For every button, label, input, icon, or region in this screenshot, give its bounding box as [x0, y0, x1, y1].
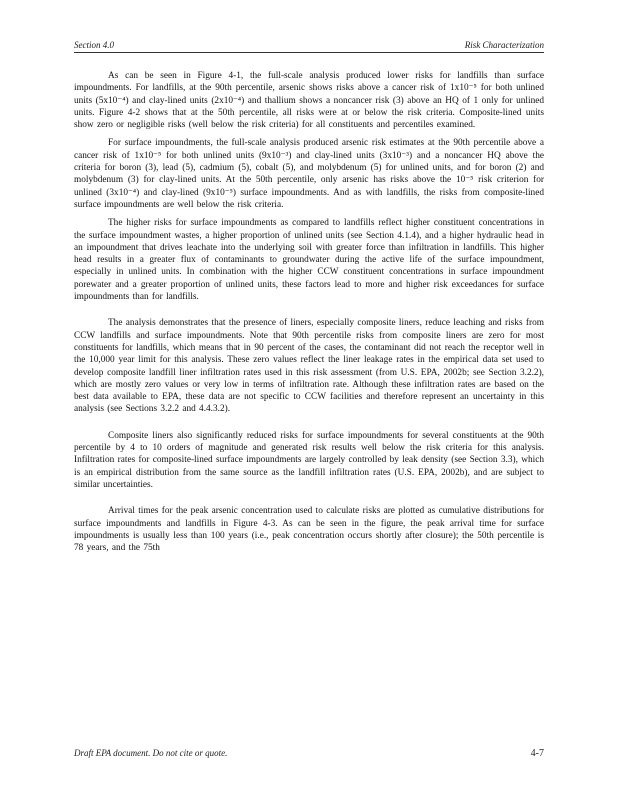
header-rule	[74, 52, 544, 53]
paragraph-4: The analysis demonstrates that the presence of liners, especially composite liners, reduce leaching and risks from CCW landfills and surface impoundments. Note that 90th percentile risks from composite liners are zero for most constituents for landfills, which means that in 90 percent of the cases, the contaminant did not reach the receptor well in the 10,000 year limit for this analysis. These zero values reflect the liner leakage rates in the empirical data set used to develop composite landfill liner infiltration rates used in this risk assessment (from U.S. EPA, 2002b; see Section 3.2.2), which are mostly zero values or very low in terms of infiltration rate. Although these infiltration rates are based on the best data available to EPA, these data are not specific to CCW facilities and therefore represent an uncertainty in this analysis (see Sections 3.2.2 and 4.4.3.2).	[74, 318, 544, 415]
draft-notice: Draft EPA document. Do not cite or quote.	[74, 748, 228, 758]
paragraph-5: Composite liners also significantly reduced risks for surface impoundments for several constituents at the 90th percentile by 4 to 10 orders of magnitude and generated risk results well below the risk criteria for this analysis. Infiltration rates for composite-lined surface impoundments are largely controlled by leak density (see Section 3.3), which is an empirical distribution from the same source as the landfill infiltration rates (U.S. EPA, 2002b), and are subject to similar uncertainties.	[74, 430, 544, 490]
header-title: Risk Characterization	[464, 40, 544, 50]
paragraph-6: Arrival times for the peak arsenic concentration used to calculate risks are plotted as cumulative distributions for surface impoundments and landfills in Figure 4-3. As can be seen in the figure, the peak arrival time for surface impoundments is usually less than 100 years (i.e., peak concentration occurs shortly after closure); the 50th percentile is 78 years, and the 75th	[74, 506, 544, 554]
paragraph-2: For surface impoundments, the full-scale analysis produced arsenic risk estimates at the 90th percentile above a cancer risk of 1x10⁻⁵ for both unlined units (9x10⁻³) and clay-lined units (3x10⁻³) and a noncancer HQ above the criteria for boron (3), lead (5), cadmium (5), cobalt (5), and molybdenum (5) for unlined units, and for boron (2) and molybdenum (3) for clay-lined units. At the 50th percentile, only arsenic has risks above the 10⁻⁵ risk criterion for unlined (3x10⁻⁴) and clay-lined (9x10⁻⁵) surface impoundments. And as with landfills, the risks from composite-lined surface impoundments are well below the risk criteria.	[74, 138, 544, 210]
document-body	[74, 70, 544, 554]
header-section: Section 4.0	[74, 40, 114, 50]
paragraph-1: As can be seen in Figure 4-1, the full-scale analysis produced lower risks for landfills than surface impoundments. For landfills, at the 90th percentile, arsenic shows risks above a cancer risk of 1x10⁻⁵ for both unlined units (5x10⁻⁴) and clay-lined units (2x10⁻⁴) and thallium shows a noncancer risk (3) above an HQ of 1 only for unlined units. Figure 4-2 shows that at the 50th percentile, all risks were at or below the risk criteria. Composite-lined units show zero or negligible risks (well below the risk criteria) for all constituents and percentiles examined.	[74, 71, 544, 131]
page-footer	[74, 748, 544, 762]
page-number: 4-7	[530, 748, 544, 759]
paragraph-3: The higher risks for surface impoundments as compared to landfills reflect higher constituent concentrations in the surface impoundment wastes, a higher proportion of unlined units (see Section 4.1.4), and a higher hydraulic head in an impoundment that drives leachate into the underlying soil with greater force than infiltration in landfills. This higher head results in a greater flux of contaminants to groundwater during the active life of the surface impoundment, especially in unlined units. In combination with the higher CCW constituent concentrations in surface impoundment porewater and a greater proportion of unlined units, these factors lead to more and higher risk exceedances for surface impoundments than for landfills.	[74, 218, 544, 303]
